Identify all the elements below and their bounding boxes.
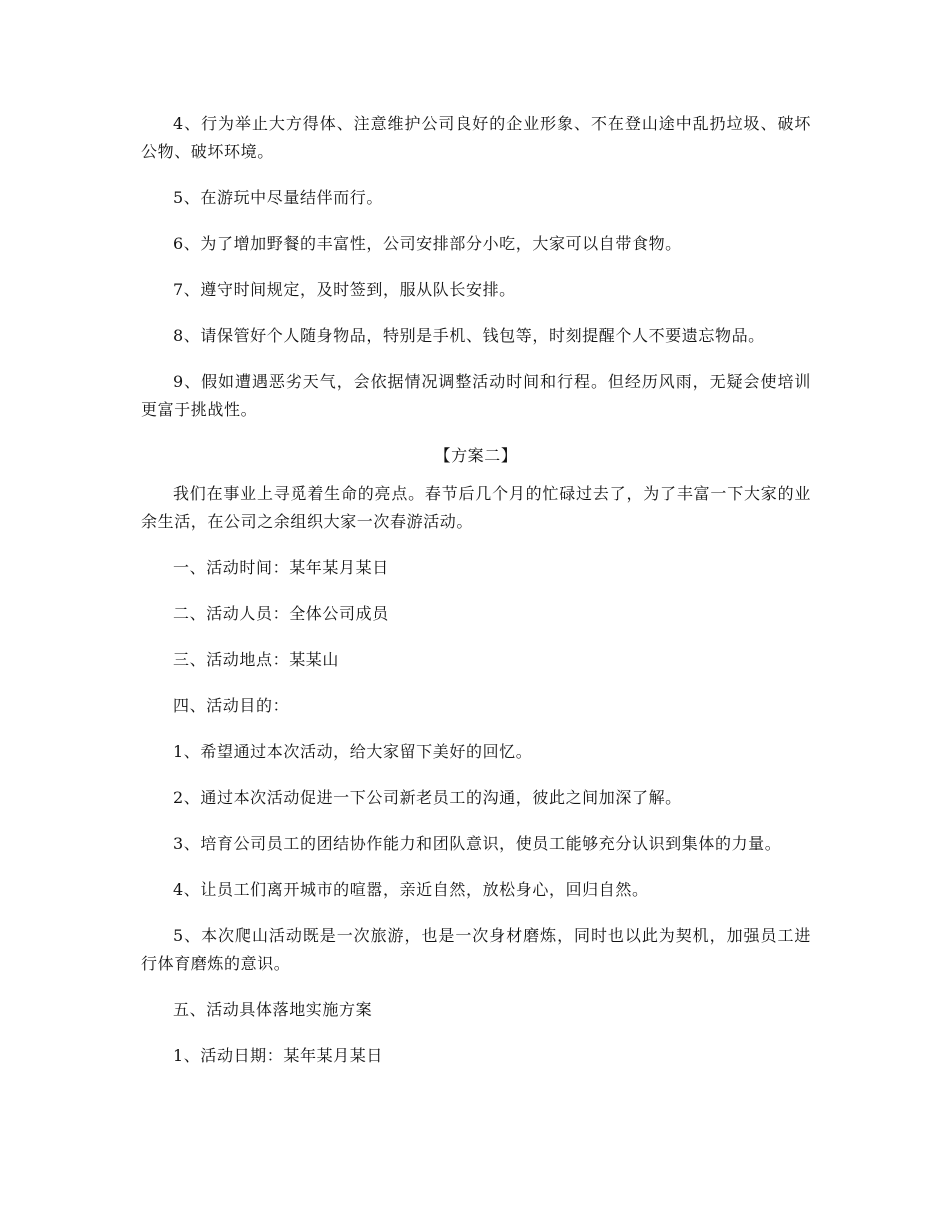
paragraph-rule-8: 8、请保管好个人随身物品，特别是手机、钱包等，时刻提醒个人不要遗忘物品。 (173, 326, 765, 345)
paragraph-activity-purpose: 四、活动目的： (173, 696, 290, 715)
paragraph-rule-6: 6、为了增加野餐的丰富性，公司安排部分小吃，大家可以自带食物。 (173, 234, 682, 253)
paragraph-purpose-4: 4、让员工们离开城市的喧嚣，亲近自然，放松身心，回归自然。 (173, 880, 649, 899)
paragraph-purpose-5: 5、本次爬山活动既是一次旅游，也是一次身材磨炼，同时也以此为契机，加强员工进行体育磨炼的意识。 (141, 926, 811, 973)
paragraph-rule-5: 5、在游玩中尽量结伴而行。 (173, 188, 383, 207)
paragraph-activity-people: 二、活动人员：全体公司成员 (173, 604, 389, 623)
paragraph-purpose-2: 2、通过本次活动促进一下公司新老员工的沟通，彼此之间加深了解。 (173, 788, 682, 807)
paragraph-activity-time: 一、活动时间：某年某月某日 (173, 558, 389, 577)
paragraph-purpose-3: 3、培育公司员工的团结协作能力和团队意识，使员工能够充分认识到集体的力量。 (173, 834, 782, 853)
paragraph-implementation-plan: 五、活动具体落地实施方案 (173, 1000, 373, 1019)
paragraph-rule-4: 4、行为举止大方得体、注意维护公司良好的企业形象、不在登山途中乱扔垃圾、破坏公物、破坏环境。 (141, 114, 811, 161)
paragraph-intro: 我们在事业上寻觅着生命的亮点。春节后几个月的忙碌过去了，为了丰富一下大家的业余生活，在公司之余组织大家一次春游活动。 (141, 484, 811, 531)
paragraph-activity-date: 1、活动日期：某年某月某日 (173, 1046, 383, 1065)
section-title: 【方案二】 (434, 446, 518, 465)
paragraph-rule-7: 7、遵守时间规定，及时签到，服从队长安排。 (173, 280, 516, 299)
paragraph-activity-location: 三、活动地点：某某山 (173, 650, 340, 669)
document-body (141, 110, 811, 1088)
paragraph-purpose-1: 1、希望通过本次活动，给大家留下美好的回忆。 (173, 742, 533, 761)
paragraph-rule-9: 9、假如遭遇恶劣天气，会依据情况调整活动时间和行程。但经历风雨，无疑会使培训更富于挑战性。 (141, 372, 811, 419)
